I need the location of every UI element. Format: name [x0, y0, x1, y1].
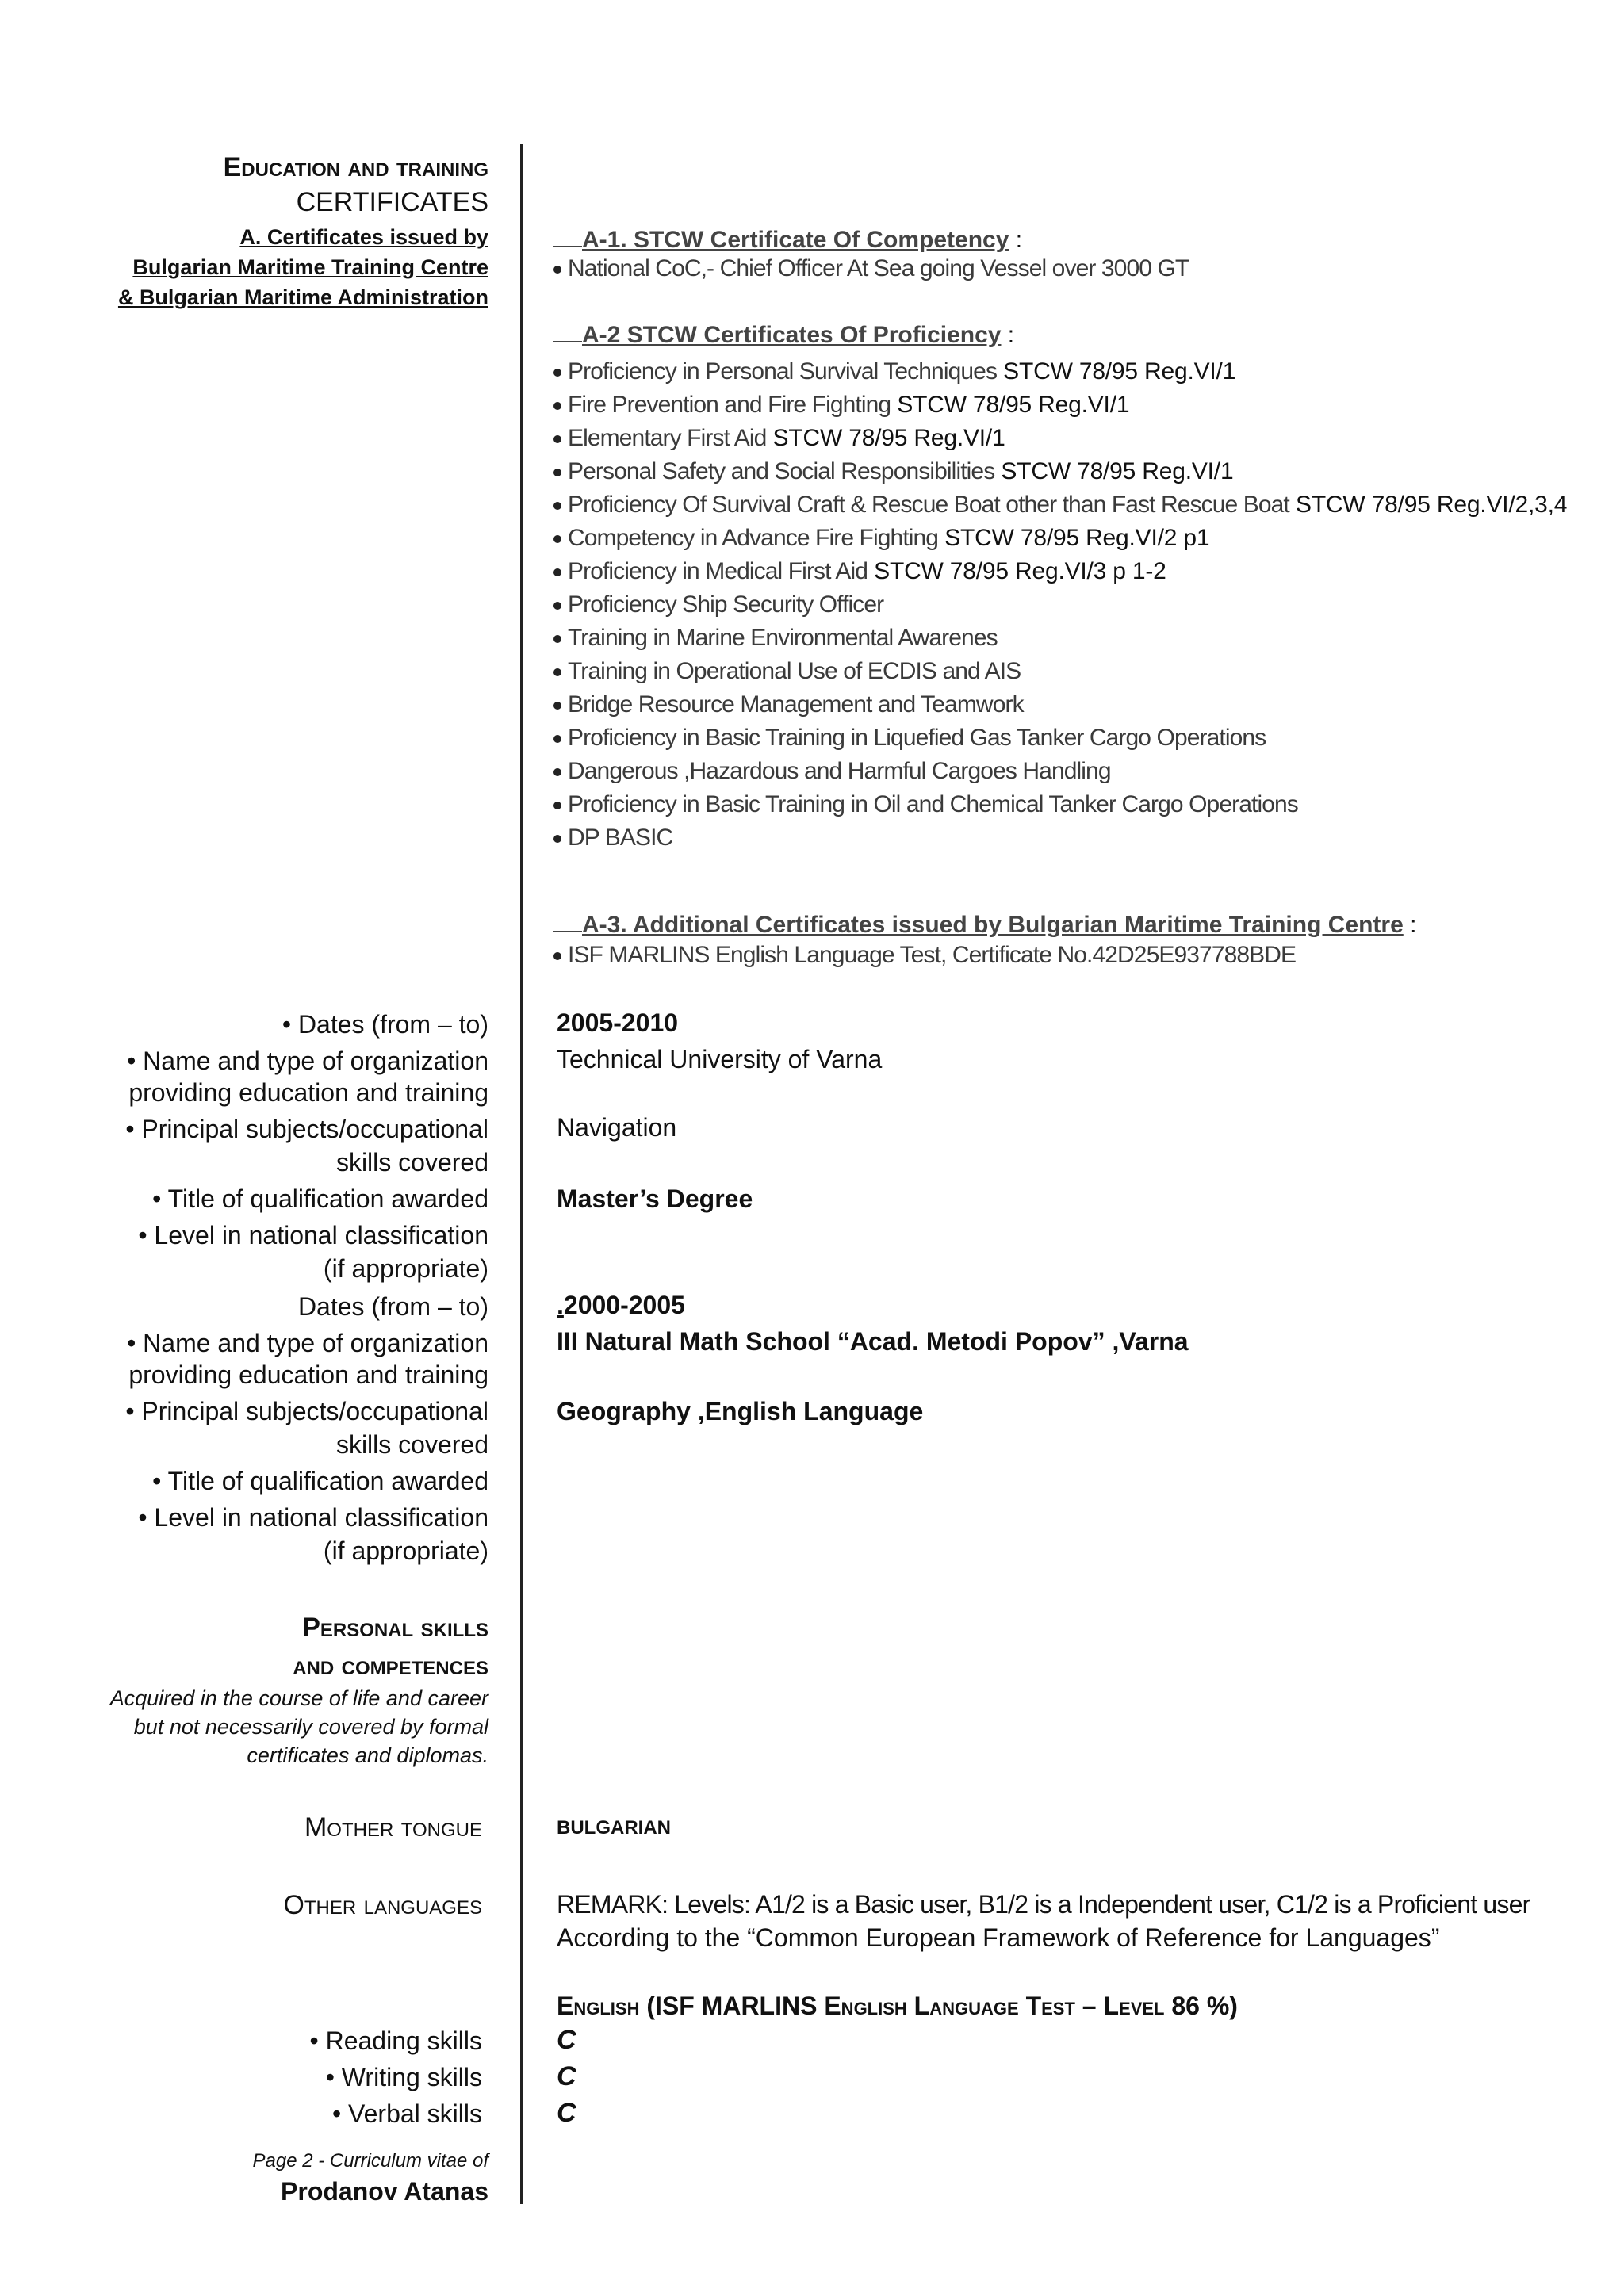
- certificate-item: [553, 422, 1567, 455]
- edu2-dates: 2000-2005: [563, 1291, 685, 1319]
- column-divider: [520, 144, 523, 2204]
- bullet-icon: [553, 768, 561, 776]
- bullet-icon: [553, 635, 561, 643]
- certificate-name: Proficiency Of Survival Craft & Rescue Boat other than Fast Rescue Boat: [568, 492, 1289, 518]
- certificate-name: Proficiency in Personal Survival Techniques: [568, 358, 998, 385]
- certificate-item: [553, 588, 1567, 622]
- edu1-title-label: • Title of qualification awarded: [152, 1184, 488, 1213]
- certificates-label: CERTIFICATES: [296, 187, 488, 217]
- bullet-icon: [553, 952, 561, 960]
- certificate-name: Competency in Advance Fire Fighting: [568, 525, 939, 551]
- edu1-title: Master’s Degree: [557, 1184, 753, 1213]
- a2-heading-row: [553, 319, 1014, 349]
- bullet-icon: [553, 535, 561, 543]
- edu1-org-label-1: • Name and type of organization: [127, 1047, 488, 1075]
- issuer-line-2: Bulgarian Maritime Training Centre: [132, 255, 488, 279]
- edu2-dates-label: Dates (from – to): [297, 1292, 488, 1321]
- reading-skills-label: • Reading skills: [309, 2026, 482, 2055]
- certificate-name: DP BASIC: [568, 825, 673, 851]
- a3-heading: A-3. Additional Certificates issued by Bulgarian Maritime Training Centre: [582, 912, 1404, 938]
- certificate-name: Elementary First Aid: [568, 425, 767, 451]
- certificate-name: Proficiency in Basic Training in Liquefied Gas Tanker Cargo Operations: [568, 725, 1266, 751]
- a3-colon: :: [1403, 912, 1417, 938]
- english-heading: English (ISF MARLINS English Language Test – Level 86 %): [557, 1992, 1238, 2020]
- certificate-name: Proficiency in Medical First Aid: [568, 558, 868, 584]
- writing-skills-label: • Writing skills: [325, 2063, 482, 2091]
- certificate-name: Fire Prevention and Fire Fighting: [568, 392, 891, 418]
- issuer-line-1: A. Certificates issued by: [239, 225, 488, 249]
- heading-underline-lead: [553, 224, 582, 247]
- edu1-subjects-label-1: • Principal subjects/occupational: [125, 1115, 488, 1143]
- edu1-level-label-1: • Level in national classification: [138, 1221, 488, 1249]
- bullet-icon: [553, 802, 561, 809]
- edu2-subjects-label-1: • Principal subjects/occupational: [125, 1397, 488, 1425]
- certificate-name: Training in Operational Use of ECDIS and AIS: [568, 658, 1021, 684]
- a3-item: [553, 942, 1296, 969]
- certificate-name: Dangerous ,Hazardous and Harmful Cargoes Handling: [568, 758, 1111, 784]
- certificate-standard: STCW 78/95 Reg.VI/2 p1: [938, 525, 1210, 551]
- a1-item-text: National CoC,- Chief Officer At Sea going Vessel over 3000 GT: [568, 255, 1189, 281]
- a3-item-text: ISF MARLINS English Language Test, Certificate No.42D25E937788BDE: [568, 942, 1297, 968]
- personal-desc-1: Acquired in the course of life and career: [109, 1686, 488, 1710]
- personal-desc-3: certificates and diplomas.: [247, 1743, 488, 1767]
- bullet-icon: [553, 568, 561, 576]
- edu2-dates-prefix: .: [557, 1291, 564, 1319]
- certificate-item: [553, 622, 1567, 655]
- section-subtitle-competences: and competences: [293, 1651, 488, 1681]
- footer-page-label: Page 2 - Curriculum vitae of: [252, 2150, 488, 2172]
- certificate-standard: STCW 78/95 Reg.VI/2,3,4: [1289, 492, 1568, 518]
- a2-certificate-list: [553, 355, 1567, 855]
- a3-heading-row: [553, 909, 1416, 939]
- bullet-icon: [553, 835, 561, 843]
- bullet-icon: [553, 402, 561, 410]
- certificate-standard: STCW 78/95 Reg.VI/1: [766, 425, 1005, 451]
- bullet-icon: [553, 702, 561, 710]
- certificate-item: [553, 488, 1567, 522]
- edu2-level-label-1: • Level in national classification: [138, 1503, 488, 1532]
- certificate-name: Bridge Resource Management and Teamwork: [568, 691, 1024, 718]
- certificate-item: [553, 788, 1567, 821]
- writing-level: C: [557, 2061, 576, 2091]
- a1-item: [553, 255, 1189, 282]
- verbal-level: C: [557, 2098, 576, 2128]
- certificate-name: Proficiency in Basic Training in Oil and Chemical Tanker Cargo Operations: [568, 791, 1298, 817]
- remark-line-1: REMARK: Levels: A1/2 is a Basic user, B1/2 is a Independent user, C1/2 is a Proficient user: [557, 1890, 1530, 1919]
- certificate-item: [553, 522, 1567, 555]
- edu2-subjects: Geography ,English Language: [557, 1397, 924, 1425]
- issuer-line-3: & Bulgarian Maritime Administration: [117, 285, 488, 309]
- certificate-standard: STCW 78/95 Reg.VI/1: [997, 358, 1236, 385]
- edu2-subjects-label-2: skills covered: [335, 1430, 488, 1459]
- edu2-org-label-1: • Name and type of organization: [127, 1329, 488, 1357]
- section-title-education: Education and training: [223, 152, 488, 182]
- certificate-item: [553, 555, 1567, 588]
- edu1-org: Technical University of Varna: [557, 1045, 883, 1073]
- edu2-level-label-2: (if appropriate): [323, 1536, 488, 1565]
- bullet-icon: [553, 369, 561, 377]
- certificate-name: Personal Safety and Social Responsibilities: [568, 458, 995, 484]
- edu1-dates: 2005-2010: [557, 1008, 679, 1037]
- edu1-org-label-2: providing education and training: [128, 1078, 488, 1107]
- footer-name: Prodanov Atanas: [281, 2177, 488, 2206]
- a1-heading: A-1. STCW Certificate Of Competency: [582, 227, 1009, 253]
- certificate-item: [553, 721, 1567, 755]
- bullet-icon: [553, 735, 561, 743]
- heading-underline-lead: [553, 909, 582, 932]
- certificate-standard: STCW 78/95 Reg.VI/1: [994, 458, 1234, 484]
- certificate-item: [553, 455, 1567, 488]
- certificate-standard: STCW 78/95 Reg.VI/1: [891, 392, 1130, 418]
- edu1-dates-label: • Dates (from – to): [282, 1010, 488, 1039]
- certificate-item: [553, 388, 1567, 422]
- edu1-subjects-label-2: skills covered: [335, 1148, 488, 1177]
- certificate-name: Proficiency Ship Security Officer: [568, 591, 884, 618]
- edu1-subjects: Navigation: [557, 1113, 677, 1142]
- a2-colon: :: [1001, 322, 1015, 348]
- reading-level: C: [557, 2025, 576, 2055]
- bullet-icon: [553, 602, 561, 610]
- certificate-item: [553, 655, 1567, 688]
- edu2-org-label-2: providing education and training: [128, 1360, 488, 1389]
- a1-heading-row: [553, 224, 1022, 254]
- mother-tongue-label: Mother tongue: [304, 1812, 482, 1843]
- bullet-icon: [553, 502, 561, 510]
- section-title-personal-skills: Personal skills: [302, 1613, 488, 1643]
- bullet-icon: [553, 668, 561, 676]
- verbal-skills-label: • Verbal skills: [331, 2099, 482, 2128]
- heading-underline-lead: [553, 319, 582, 342]
- edu1-level-label-2: (if appropriate): [323, 1254, 488, 1283]
- mother-tongue-value: BULGARIAN: [557, 1817, 671, 1839]
- other-languages-label: Other languages: [283, 1890, 482, 1920]
- certificate-item: [553, 755, 1567, 788]
- a2-heading: A-2 STCW Certificates Of Proficiency: [582, 322, 1002, 348]
- edu2-title-label: • Title of qualification awarded: [152, 1467, 488, 1495]
- bullet-icon: [553, 266, 561, 274]
- remark-line-2: According to the “Common European Framework of Reference for Languages”: [557, 1923, 1440, 1952]
- certificate-item: [553, 355, 1567, 388]
- personal-desc-2: but not necessarily covered by formal: [133, 1715, 488, 1739]
- certificate-item: [553, 688, 1567, 721]
- certificate-name: Training in Marine Environmental Awarenes: [568, 625, 998, 651]
- a1-colon: :: [1009, 227, 1023, 253]
- certificate-standard: STCW 78/95 Reg.VI/3 p 1-2: [868, 558, 1166, 584]
- certificate-item: [553, 821, 1567, 855]
- bullet-icon: [553, 469, 561, 476]
- bullet-icon: [553, 435, 561, 443]
- edu2-dates-row: [557, 1291, 685, 1320]
- edu2-org: III Natural Math School “Acad. Metodi Popov” ,Varna: [557, 1327, 1189, 1356]
